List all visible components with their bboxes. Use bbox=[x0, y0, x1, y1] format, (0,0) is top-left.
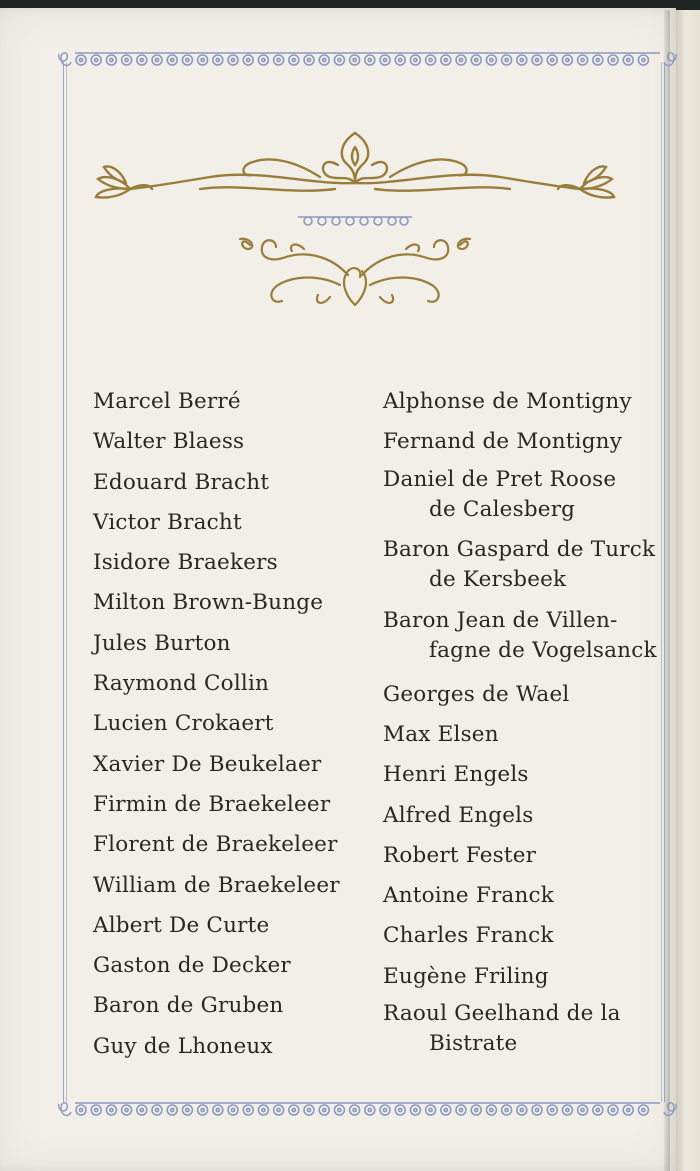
guest-name bbox=[93, 666, 373, 706]
guest-name-line: Alphonse de Montigny bbox=[383, 389, 632, 414]
guest-name-line: Marcel Berré bbox=[93, 389, 241, 414]
right-name-column bbox=[383, 384, 663, 1070]
guest-name bbox=[93, 868, 373, 908]
guest-name-continuation: fagne de Vogelsanck bbox=[429, 637, 657, 663]
guest-name-line: Florent de Braekeleer bbox=[93, 832, 338, 858]
guest-name bbox=[383, 717, 663, 757]
guest-name-line: Firmin de Braekeleer bbox=[93, 791, 331, 817]
guest-name-line: Georges de Wael bbox=[383, 681, 570, 707]
guest-name bbox=[383, 918, 663, 958]
guest-name-line: Gaston de Decker bbox=[93, 953, 291, 979]
guest-name-line: Guy de Lhoneux bbox=[93, 1033, 273, 1059]
guest-name bbox=[383, 757, 663, 797]
guest-name-line: Max Elsen bbox=[383, 721, 499, 747]
guest-name bbox=[93, 706, 373, 746]
guest-name bbox=[93, 384, 373, 424]
guest-name bbox=[383, 838, 663, 878]
guest-name bbox=[93, 505, 373, 545]
guest-name-line: Raymond Collin bbox=[93, 671, 270, 697]
guest-name-line: Baron de Gruben bbox=[93, 993, 284, 1019]
guest-name bbox=[93, 585, 373, 625]
guest-name bbox=[383, 535, 663, 606]
guest-name bbox=[93, 827, 373, 867]
guest-name bbox=[383, 606, 663, 677]
guest-name-line: Milton Brown-Bunge bbox=[93, 590, 324, 616]
guest-name-line: Walter Blaess bbox=[93, 429, 245, 455]
guest-name-line: Raoul Geelhand de la bbox=[383, 1001, 621, 1027]
guest-name bbox=[383, 798, 663, 838]
guest-name bbox=[383, 424, 663, 464]
guest-name-line: Charles Franck bbox=[383, 923, 554, 949]
guest-name bbox=[93, 545, 373, 585]
guest-name-line: Henri Engels bbox=[383, 762, 529, 788]
guest-name bbox=[93, 465, 373, 505]
guest-name-continuation: Bistrate bbox=[429, 1031, 518, 1057]
guest-name-line: Lucien Crokaert bbox=[93, 711, 274, 737]
guest-name-line: Baron Jean de Villen- bbox=[383, 607, 618, 633]
guest-name-line: Xavier De Beukelaer bbox=[93, 751, 322, 777]
guest-name-line: Baron Gaspard de Turck bbox=[383, 537, 656, 563]
guest-name bbox=[383, 959, 663, 999]
blue-scroll-border-icon bbox=[55, 44, 680, 74]
guest-name-line: Fernand de Montigny bbox=[383, 429, 623, 455]
gold-art-nouveau-ornament-icon bbox=[90, 125, 620, 320]
guest-name-line: Edouard Bracht bbox=[93, 469, 270, 495]
guest-name-continuation: de Kersbeek bbox=[429, 567, 567, 593]
guest-name-line: Isidore Braekers bbox=[93, 550, 278, 576]
left-name-column bbox=[93, 384, 373, 1069]
guest-name-line: Eugène Friling bbox=[383, 963, 549, 989]
guest-name bbox=[383, 999, 663, 1070]
guest-name bbox=[383, 465, 663, 536]
guest-name-line: Albert De Curte bbox=[93, 912, 270, 938]
guest-name bbox=[93, 1029, 373, 1069]
guest-name-line: Alfred Engels bbox=[383, 802, 534, 828]
next-page-edge bbox=[676, 10, 700, 1171]
guest-name bbox=[93, 424, 373, 464]
guest-name bbox=[93, 747, 373, 787]
guest-name-line: Robert Fester bbox=[383, 842, 537, 868]
guest-name-line: William de Braekeleer bbox=[93, 872, 340, 898]
guest-name bbox=[93, 626, 373, 666]
blue-scroll-border-icon bbox=[55, 1094, 680, 1124]
guest-name bbox=[93, 787, 373, 827]
guest-name-line: Daniel de Pret Roose bbox=[383, 466, 617, 492]
guest-name-line: Antoine Franck bbox=[383, 883, 554, 909]
guest-name bbox=[93, 908, 373, 948]
guest-name bbox=[93, 948, 373, 988]
guest-name-continuation: de Calesberg bbox=[429, 496, 576, 522]
guest-name bbox=[383, 677, 663, 717]
guest-name bbox=[383, 878, 663, 918]
guest-name bbox=[383, 384, 663, 424]
guest-name-line: Victor Bracht bbox=[93, 509, 242, 535]
guest-name-line: Jules Burton bbox=[93, 630, 231, 656]
guest-name bbox=[93, 988, 373, 1028]
